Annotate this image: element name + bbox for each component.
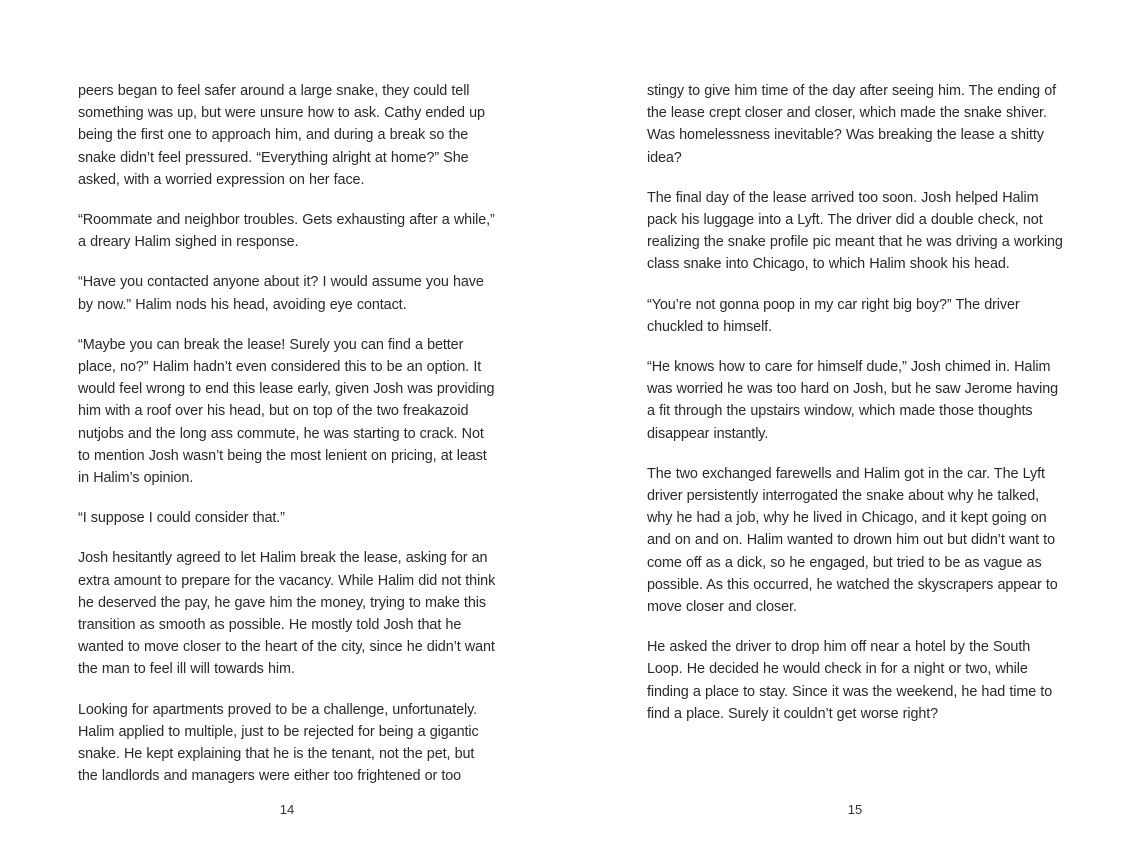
paragraph: “Roommate and neighbor troubles. Gets exhausting after a while,” a dreary Halim sighed in response. <box>78 212 495 251</box>
paragraph: The two exchanged farewells and Halim got in the car. The Lyft driver persistently interrogated the snake about why he talked, why he had a job, why he lived in Chicago, and it kept going on and on and on. Halim wanted to drown him out but didn’t want to come off as a dick, so he engaged, but tried to be as vague as possible. As this occurred, he watched the skyscrapers appear to move closer and closer. <box>647 465 1058 616</box>
paragraph: Looking for apartments proved to be a challenge, unfortunately. Halim applied to multiple, just to be rejected for being a gigantic snake. He kept explaining that he is the tenant, not the pet, but the landlords and managers were either too frightened or too <box>78 701 479 785</box>
paragraph: stingy to give him time of the day after seeing him. The ending of the lease crept closer and closer, which made the snake shiver. Was homelessness inevitable? Was breaking the lease a shitty idea? <box>647 83 1056 166</box>
paragraph: Josh hesitantly agreed to let Halim break the lease, asking for an extra amount to prepare for the vacancy. While Halim did not think he deserved the pay, he gave him the money, trying to make this transition as smooth as possible. He mostly told Josh that he wanted to move closer to the heart of the city, since he didn’t want the man to feel ill will towards him. <box>78 550 496 678</box>
paragraph: “He knows how to care for himself dude,” Josh chimed in. Halim was worried he was too hard on Josh, but he saw Jerome having a fit through the upstairs window, which made those thoughts disappear instantly. <box>647 359 1059 442</box>
paragraph: “I suppose I could consider that.” <box>78 510 285 527</box>
paragraph: “Have you contacted anyone about it? I would assume you have by now.” Halim nods his head, avoiding eye contact. <box>78 274 484 313</box>
paragraph: The final day of the lease arrived too soon. Josh helped Halim pack his luggage into a Lyft. The driver did a double check, not realizing the snake profile pic meant that he was driving a working class snake into Chicago, to which Halim shook his head. <box>647 189 1063 273</box>
right-page <box>647 80 1067 743</box>
page-number-right: 15 <box>847 802 863 817</box>
page-number-left: 14 <box>279 802 295 817</box>
paragraph: “You’re not gonna poop in my car right big boy?” The driver chuckled to himself. <box>647 296 1020 335</box>
paragraph: He asked the driver to drop him off near a hotel by the South Loop. He decided he would check in for a night or two, while finding a place to stay. Since it was the weekend, he had time to find a place. Surely it couldn’t get worse right? <box>647 639 1053 722</box>
left-page <box>78 80 498 805</box>
paragraph: “Maybe you can break the lease! Surely you can find a better place, no?” Halim hadn’t even considered this to be an option. It would feel wrong to end this lease early, given Josh was providing him with a roof over his head, but on top of the two freakazoid nutjobs and the long ass commute, he was starting to crack. Not to mention Josh wasn’t being the most lenient on pricing, at least in Halim’s opinion. <box>78 336 495 487</box>
paragraph: peers began to feel safer around a large snake, they could tell something was up, but were unsure how to ask. Cathy ended up being the first one to approach him, and during a break so the snake didn’t feel pressured. “Everything alright at home?” She asked, with a worried expression on her face. <box>78 83 485 188</box>
